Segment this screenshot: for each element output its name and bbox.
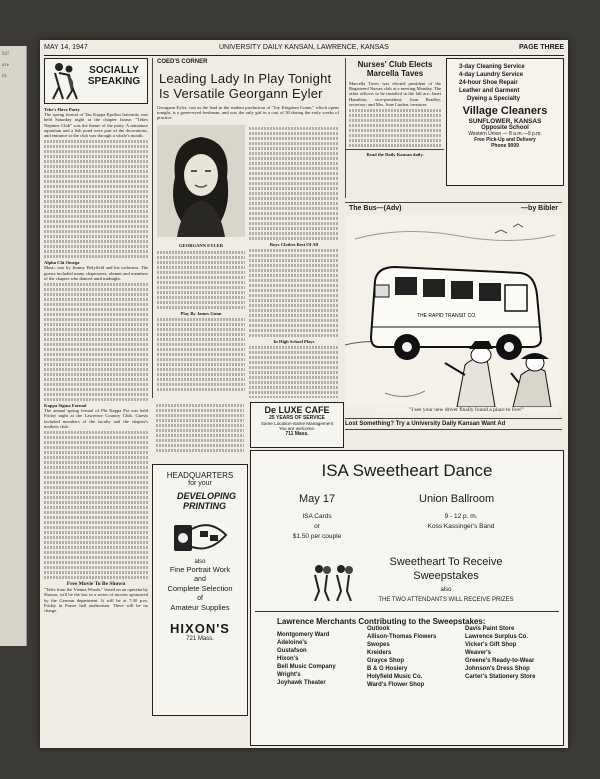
cleaners-service-line: Dyeing a Specialty: [467, 96, 521, 102]
isa-attendants: THE TWO ATTENDANTS WILL RECEIVE PRIZES: [378, 597, 514, 603]
previous-page-mark: 947: [2, 52, 10, 57]
merchant-name: Joyhawk Theater: [277, 680, 326, 686]
nurses-club-column: [345, 58, 444, 198]
merchant-name: Greene's Ready-to-Wear: [465, 658, 535, 664]
lead-story-lede: Georgann Eyler, cast as the lead in the student production of "Joy Kingdom Come," which opens tonight, is a green-eyed freshman, and was the only girl in a cast of 30 during the early weeks of practice.: [157, 105, 339, 121]
lead-photo-block: [157, 125, 245, 393]
coeds-corner-label: COED'S CORNER: [157, 59, 208, 65]
previous-page-mark: ave: [2, 63, 9, 68]
cleaners-name: Village Cleaners: [462, 105, 548, 117]
masthead-page-number: PAGE THREE: [519, 44, 564, 51]
read-daily-line: Read the Daily Kansan daily.: [346, 149, 444, 157]
cleaners-pickup: Free Pick-Up and Delivery: [474, 137, 536, 143]
lead-text-filler: [157, 318, 245, 391]
cafe-name: De LUXE CAFE: [264, 405, 330, 415]
isa-merchants-title: Lawrence Merchants Contributing to the Sweepstakes:: [277, 617, 486, 626]
isa-sweepstakes: Sweetheart To Receive Sweepstakes: [389, 556, 503, 582]
lead-story-headline: Leading Lady In Play Tonight Is Versatile Georgann Eyler: [159, 71, 332, 101]
social-item-heading: Alpha Chi Omega: [44, 260, 80, 266]
hixon-line: Fine Portrait Work: [169, 565, 231, 574]
cartoon-byline: —by Bibler: [521, 205, 558, 212]
cafe-years: 25 YEARS OF SERVICE: [269, 415, 325, 421]
isa-title: ISA Sweetheart Dance: [321, 461, 493, 480]
cleaners-phone: Phone 9009: [491, 143, 519, 149]
hixon-line: and: [194, 576, 206, 583]
lead-story-column: [152, 58, 343, 398]
social-item-text: Music was by Jimmy Holyfield and his orchestra. The guests included many chaperones, alumni and members of the chapter who danced until midnight.: [44, 265, 148, 281]
social-item-text: "Tales from the Vienna Woods," based on an operetta by Strauss, will be the last in a series of movies sponsored by the German department. It will be at 7:30 p.m. Friday in Fraser hall auditorium. There will be no charge.: [44, 587, 148, 614]
isa-or: or: [314, 523, 320, 530]
merchant-name: Johnson's Dress Shop: [465, 666, 530, 672]
hixons-ad: [152, 464, 248, 716]
social-text-filler: [44, 140, 148, 258]
merchant-name: Vicker's Gift Shop: [465, 642, 517, 648]
masthead-date: MAY 14, 1947: [44, 44, 88, 51]
isa-also: also: [440, 587, 452, 593]
cleaners-town: SUNFLOWER, KANSAS: [468, 118, 542, 125]
cartoon-caption: "I see your new driver finally found a place to live!": [375, 408, 558, 413]
lead-text-filler: [249, 127, 339, 240]
merchant-name: Weaver's: [465, 650, 492, 656]
lead-text-filler: [249, 249, 339, 337]
nurses-text-filler: [349, 109, 441, 147]
isa-venue: Union Ballroom: [419, 493, 495, 505]
isa-time: 9 - 12 p. m.: [444, 513, 478, 520]
isa-date: May 17: [299, 493, 336, 505]
newspaper-page: [40, 40, 568, 748]
merchants-column: [465, 625, 561, 681]
merchant-name: Lawrence Surplus Co.: [465, 634, 529, 640]
dancing-couples-icon: [309, 561, 357, 601]
lead-text-filler: [249, 346, 339, 398]
social-item-heading: Kappa Sigma Formal: [44, 403, 87, 409]
merchant-name: Davis Paint Store: [465, 626, 515, 632]
cleaners-service-line: 4-day Laundry Service: [459, 72, 524, 78]
cleaners-service-line: 24-hour Shoe Repair: [459, 80, 518, 86]
social-text-filler: [44, 283, 148, 401]
hixon-printing: PRINTING: [183, 501, 227, 511]
cafe-location: Same Location-Same Management: [260, 421, 334, 426]
isa-dance-ad: [250, 450, 564, 746]
merchant-name: Carter's Stationery Store: [465, 674, 536, 680]
hixon-for-your: for your: [188, 480, 212, 487]
isa-cards: ISA Cards: [302, 513, 332, 520]
merchant-name: Grayce Shop: [367, 658, 405, 664]
merchants-column: [367, 625, 463, 689]
hixon-line: Complete Selection: [167, 584, 233, 593]
lead-continued-filler: [156, 402, 244, 460]
merchants-column: [277, 631, 367, 687]
merchant-name: Gustafson: [277, 648, 307, 654]
nurses-club-headline: Nurses' Club Elects Marcella Taves: [357, 60, 433, 78]
cafe-welcome: You are welcome.: [278, 426, 316, 431]
bus-side-label: THE RAPID TRANSIT CO.: [417, 313, 477, 319]
merchant-name: Hixon's: [277, 656, 299, 662]
hixon-line: of: [197, 595, 203, 602]
village-cleaners-ad: [446, 58, 564, 186]
hixon-address: 721 Mass.: [186, 636, 214, 642]
cartoon-title: The Bus—(Adv): [349, 205, 402, 212]
lead-photo-caption: GEORGANN EYLER: [178, 242, 224, 248]
merchant-name: B & G Hosiery: [367, 666, 408, 672]
socially-speaking-column: [44, 58, 148, 744]
georgann-eyler-portrait: [157, 125, 245, 237]
lead-subhead: In High School Plays: [273, 338, 315, 344]
isa-price: $1.50 per couple: [292, 533, 342, 540]
social-item-heading: Free Movie To Be Shown: [66, 581, 126, 588]
hixon-developing: DEVELOPING: [177, 491, 237, 501]
previous-page-edge: [0, 46, 27, 646]
masthead: [44, 43, 564, 56]
lead-subhead: Buys Clothes Best Of All: [269, 241, 319, 247]
social-item-heading: Teke's Have Party: [44, 107, 80, 112]
merchant-name: Kreiders: [367, 650, 392, 656]
nurses-club-text: Marcella Taves was elected president of the Registered Nurses club at a meeting Monday. The other officers to be installed in the fall are: Janet Hamilton, vice-president; Joan Bradley, secretary; and Mrs. June Linden, treasurer.: [349, 81, 441, 107]
lead-right-text: [249, 125, 339, 398]
social-text-filler: [44, 431, 148, 579]
hixon-line: Amateur Supplies: [170, 603, 230, 612]
bus-cartoon: [345, 202, 562, 415]
hixon-name: HIXON'S: [170, 621, 230, 636]
social-item-text: The spring formal of Tau Kappa Epsilon fraternity was held Saturday night at the chapter house. "Tekes Neptune Club" was the theme of the party. A miniature aquarium and a fish pond were part of the decorations, and entrance to the club was through a whale's mouth.: [44, 112, 148, 139]
cleaners-service-line: Leather and Garment: [459, 88, 520, 94]
merchant-name: Swopes: [367, 642, 390, 648]
merchant-name: Bell Music Company: [277, 664, 336, 670]
merchant-name: Allison-Thomas Flowers: [367, 634, 437, 640]
socially-speaking-banner: [44, 58, 148, 104]
merchant-name: Outlook: [367, 626, 390, 632]
socially-speaking-title: SOCIALLY SPEAKING: [87, 65, 141, 87]
lead-subhead: Play By James Gunn: [180, 310, 222, 316]
cleaners-service-line: 3-day Cleaning Service: [459, 64, 525, 70]
merchant-name: Wright's: [277, 672, 301, 678]
social-item-text: The annual spring formal of Phi Kappa Psi was held Friday night at the Lawrence Country Club. Guests included members of the faculty and the chapter's mothers club.: [44, 408, 148, 429]
bus-cartoon-drawing: [345, 215, 562, 407]
want-ad-line: Lost Something? Try a University Daily Kansan Want Ad: [345, 418, 562, 430]
cleaners-hours: Western Union — 8 a.m.—9 p.m.: [468, 131, 542, 137]
hixon-headquarters: HEADQUARTERS: [166, 471, 234, 480]
masthead-paper-name: UNIVERSITY DAILY KANSAN, LAWRENCE, KANSAS: [219, 44, 389, 51]
cleaners-location: Opposite School: [481, 125, 529, 131]
camera-film-icon: [170, 513, 230, 557]
hixon-also: also: [194, 559, 206, 565]
merchant-name: Adeloine's: [277, 640, 308, 646]
dancing-couple-icon: [47, 61, 81, 101]
deluxe-cafe-ad: [250, 402, 344, 448]
merchant-name: Ward's Flower Shop: [367, 682, 425, 688]
isa-band: Koss Kassinger's Band: [427, 523, 495, 530]
previous-page-mark: ily: [2, 74, 8, 79]
cafe-address: 711 Mass.: [285, 431, 309, 437]
merchant-name: Holyfield Music Co.: [367, 674, 423, 680]
lead-text-filler: [157, 251, 245, 309]
merchant-name: Montgomery Ward: [277, 632, 330, 638]
